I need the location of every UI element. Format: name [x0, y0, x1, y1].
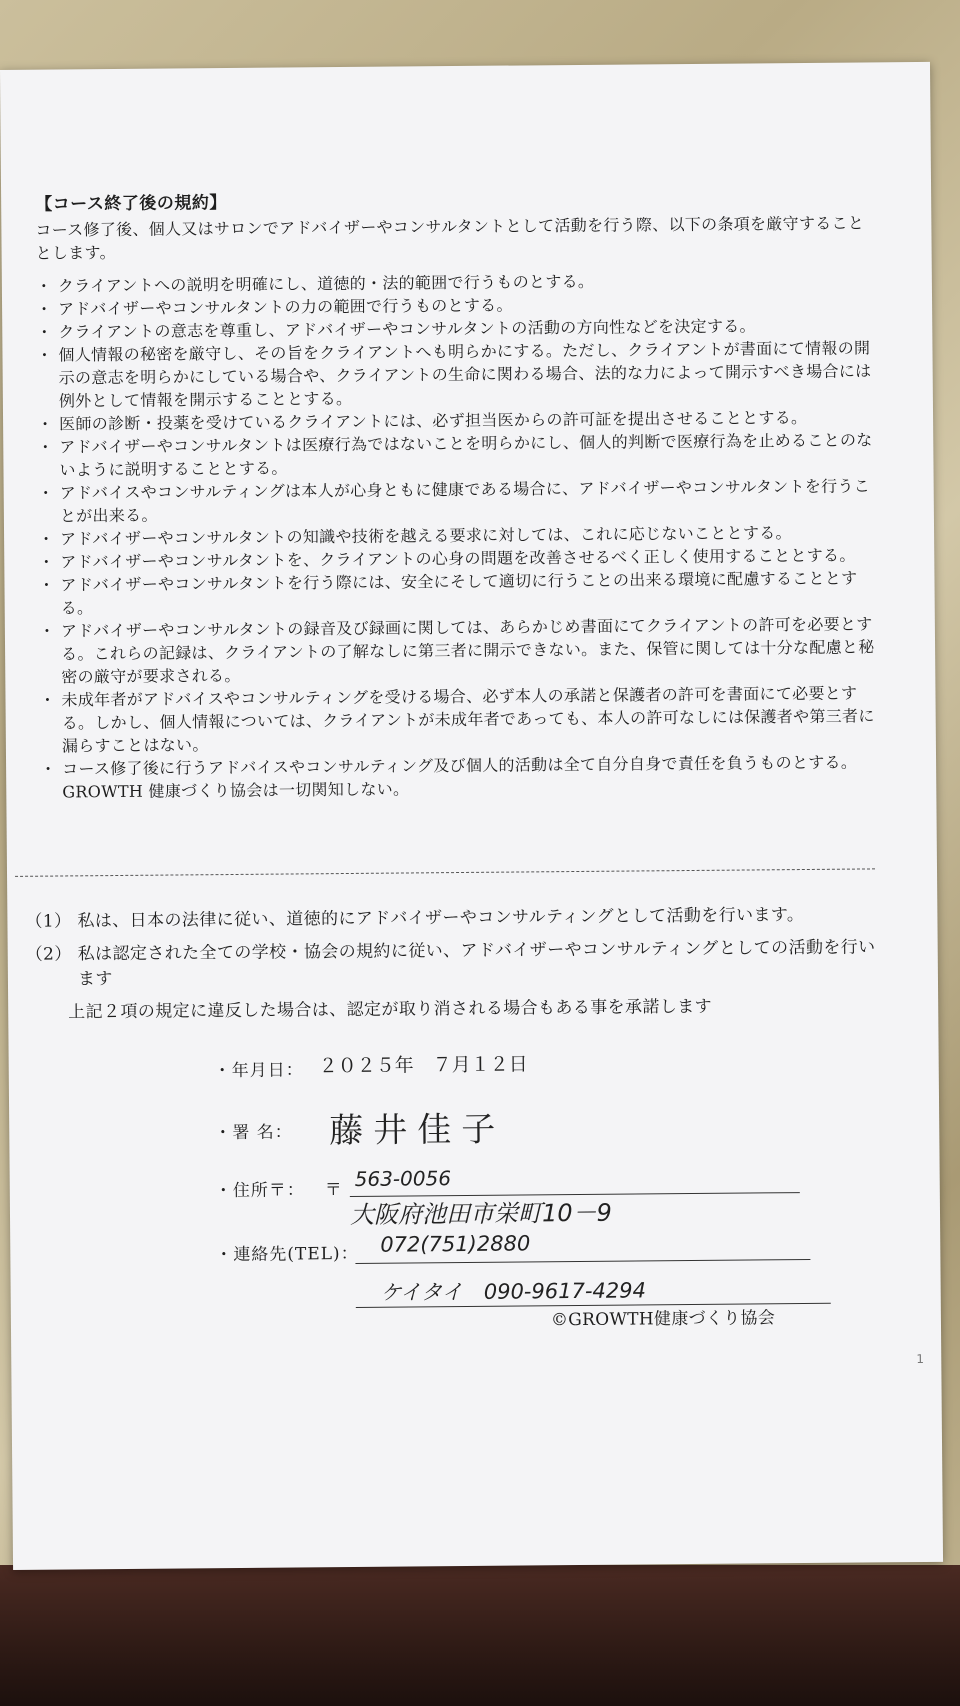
- pledge-number: （2）: [25, 944, 72, 965]
- name-signature: 藤井佳子: [329, 1109, 506, 1152]
- rule-item: ・ クライアントの意志を尊重し、アドバイザーやコンサルタントの活動の方向性などを決定する。: [36, 313, 881, 343]
- signature-form: [213, 1043, 856, 1305]
- rule-item: ・ アドバイザーやコンサルタントの力の範囲で行うものとする。: [36, 290, 881, 320]
- pledge-item: [26, 935, 876, 992]
- page-number: 1: [916, 1351, 924, 1367]
- pledge-item: [25, 902, 875, 934]
- date-value: ２０２５年 ７月１２日: [318, 1053, 528, 1078]
- rule-item: ・ 個人情報の秘密を厳守し、その旨をクライアントへも明らかにする。ただし、クライアントが書面にて情報の開示の意志を明らかにしている場合や、クライアントの生命に関わる場合、法的な力によって開示すべき場合には例外として情報を開示することとする。: [36, 336, 882, 412]
- rules-list: [36, 267, 886, 803]
- phone-value: 072(751)2880: [380, 1231, 531, 1257]
- terms-heading: 【コース終了後の規約】: [35, 193, 227, 215]
- name-label: ・署 名：: [214, 1122, 293, 1144]
- floor-background: [0, 1565, 960, 1706]
- rule-item: ・ アドバイザーやコンサルタントの知識や技術を越える要求に対しては、これに応じないこととする。: [38, 520, 883, 550]
- pledges-section: [25, 902, 876, 1025]
- address-label: ・住所〒：: [214, 1180, 305, 1202]
- rule-item: ・ アドバイザーやコンサルタントを、クライアントの心身の問題を改善させるべく正しく使用することとする。: [38, 543, 883, 573]
- phone-line: [355, 1259, 810, 1264]
- terms-intro: コース修了後、個人又はサロンでアドバイザーやコンサルタントとして活動を行う際、以下の条項を厳守することとします。: [35, 213, 865, 263]
- rule-item: ・ アドバイザーやコンサルタントは医療行為ではないことを明らかにし、個人的判断で医療行為を止めることのないように説明することとする。: [37, 428, 882, 481]
- rule-item: ・ 未成年者がアドバイスやコンサルティングを受ける場合、必ず本人の承諾と保護者の許可を書面にて必要とする。しかし、個人情報については、クライアントが未成年者であっても、本人の許可なしには保護者や第三者に漏らすことはない。: [39, 681, 885, 757]
- address-value: 大阪府池田市栄町10－9: [349, 1198, 612, 1229]
- dashed-divider: [15, 868, 875, 877]
- document-page: [0, 62, 943, 1570]
- rule-item: ・ アドバイスやコンサルティングは本人が心身ともに健康である場合に、アドバイザーやコンサルタントを行うことが出来る。: [38, 474, 883, 527]
- pledge-text: 私は認定された全ての学校・協会の規約に従い、アドバイザーやコンサルティングとしての活動を行います: [77, 937, 876, 990]
- mobile-value: ケイタイ 090-9617-4294: [380, 1278, 647, 1305]
- pledge-note: 上記２項の規定に違反した場合は、認定が取り消される場合もある事を承諾します: [68, 996, 713, 1023]
- rule-item: ・ クライアントへの説明を明確にし、道徳的・法的範囲で行うものとする。: [36, 267, 881, 297]
- terms-section: [35, 182, 885, 803]
- name-row: [214, 1099, 854, 1165]
- pledge-text: 私は、日本の法律に従い、道徳的にアドバイザーやコンサルティングとして活動を行います。: [77, 905, 805, 932]
- rule-item: ・ コース修了後に行うアドバイスやコンサルティング及び個人的活動は全て自分自身で責任を負うものとする。GROWTH 健康づくり協会は一切関知しない。: [40, 750, 885, 803]
- contact-label: ・連絡先(TEL)：: [215, 1243, 359, 1266]
- rule-item: ・ 医師の診断・投薬を受けているクライアントには、必ず担当医からの許可証を提出させることとする。: [37, 405, 882, 435]
- rule-item: ・ アドバイザーやコンサルタントを行う際には、安全にそして適切に行うことの出来る環境に配慮することとする。: [38, 566, 883, 619]
- contact-row: [215, 1223, 855, 1305]
- rule-item: ・ アドバイザーやコンサルタントの録音及び録画に関しては、あらかじめ書面にてクライアントの許可を必要とする。これらの記録は、クライアントの了解なしに第三者に開示できない。また、保管に関しては十分な配慮と秘密の厳守が要求される。: [39, 612, 885, 688]
- copyright-footer: ©GROWTH健康づくり協会: [550, 1308, 776, 1331]
- postal-mark: 〒: [324, 1180, 342, 1201]
- date-row: [214, 1043, 854, 1105]
- postal-code: 563-0056: [354, 1166, 452, 1191]
- address-row: [214, 1159, 855, 1229]
- date-label: ・年月日：: [213, 1060, 304, 1082]
- pledge-number: （1）: [25, 911, 72, 932]
